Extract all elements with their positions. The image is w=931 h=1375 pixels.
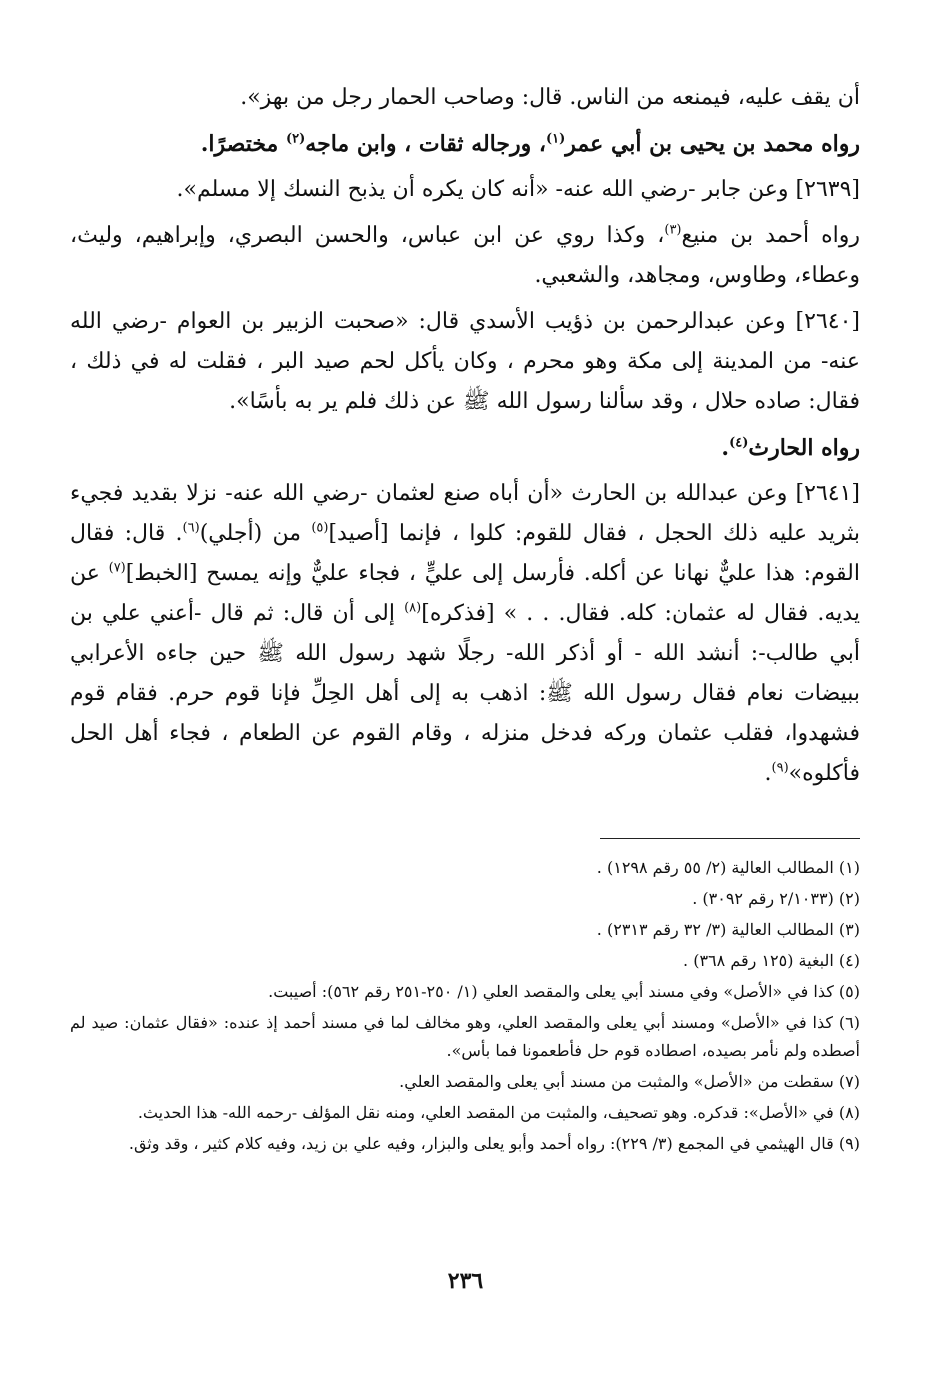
footnote-ref-2[interactable]: (٢): [286, 131, 306, 147]
paragraph-6-narration: [70, 428, 860, 468]
footnote-5: (٥) كذا في «الأصل» وفي مسند أبي يعلى والمقصد العلي (١/ ٢٥٠-٢٥١ رقم ٥٦٢): أصيبت.: [268, 982, 860, 1001]
footnote-ref-3[interactable]: (٣): [664, 222, 682, 238]
footnote-divider: [600, 838, 860, 839]
text: عن يديه. فقال له عثمان: كله. فقال. . . » [فذكره]: [70, 561, 861, 626]
hadith-2639: [70, 170, 860, 210]
text: .: [721, 435, 730, 461]
text: [٢٦٣٩] وعن جابر -رضي الله عنه- «أنه كان يكره أن يذبح النسك إلا مسلم».: [176, 177, 860, 202]
footnote-9: (٩) قال الهيثمي في المجمع (٣/ ٢٢٩): رواه أحمد وأبو يعلى والبزار، وفيه علي بن زيد، وفيه كلام كثير ، وقد وثق.: [128, 1134, 860, 1153]
footnote-3: (٣) المطالب العالية (٣/ ٣٢ رقم ٢٣١٣) .: [596, 920, 860, 939]
footnote-1: (١) المطالب العالية (٢/ ٥٥ رقم ١٢٩٨) .: [596, 858, 860, 877]
text: [٢٦٤١] وعن عبدالله بن الحارث «أن أباه صنع لعثمان -رضي الله عنه- نزلا بقديد فجيء بثريد عليه ذلك الحجل ، فقال للقوم: كلوا ، فإنما [أصيد]: [70, 481, 860, 546]
page-number: ٢٣٦: [447, 1268, 484, 1294]
paragraph-4-narration: [70, 216, 860, 296]
footnote-ref-1[interactable]: (١): [546, 131, 566, 147]
text: رواه محمد بن يحيى بن أبي عمر: [565, 131, 860, 157]
footnote-ref-7[interactable]: (٧): [108, 560, 126, 576]
hadith-2640: [70, 302, 860, 422]
paragraph-2-narration: [70, 124, 860, 164]
text: .: [764, 761, 772, 786]
footnote-6: (٦) كذا في «الأصل» ومسند أبي يعلى والمقصد العلي، وهو مخالف لما في مسند أحمد إذ عنده: «فقال عثمان: صيد لم أصطده ولم نأمر بصيده، اصطاده قوم حل فأطعمونا فما بأس».: [70, 1013, 860, 1060]
text: ، وكذا روي عن ابن عباس، والحسن البصري، وإبراهيم، وليث، وعطاء، وطاوس، ومجاهد، والشعبي.: [70, 223, 860, 288]
text: . قال: فقال القوم: هذا عليٌّ نهانا عن أكله. فأرسل إلى عليٍّ ، فجاء عليٌّ وإنه يمسح [الخبط]: [70, 521, 861, 586]
footnote-2: (٢) (٢/١٠٣٣ رقم ٣٠٩٢) .: [692, 889, 860, 908]
page-body: [70, 78, 860, 1338]
paragraph-1: [70, 78, 860, 118]
text: مختصرًا.: [200, 131, 286, 157]
text: [٢٦٤٠] وعن عبدالرحمن بن ذؤيب الأسدي قال: «صحبت الزبير بن العوام -رضي الله عنه- من المدينة إلى مكة وهو محرم ، وكان يأكل لحم صيد البر ، فقلت له في ذلك ، فقال: صاده حلال ، وقد سألنا رسول الله ﷺ عن ذلك فلم ير به بأسًا».: [70, 309, 860, 414]
text: إلى أن قال: ثم قال -أعني علي بن أبي طالب-: أنشد الله - أو أذكر الله- رجلًا شهد رسول الله ﷺ حين جاءه الأعرابي ببيضات نعام فقال رسول الله ﷺ: اذهب به إلى أهل الحِلِّ فإنا قوم حرم. فقام قوم فشهدوا، فقلب عثمان وركه فدخل منزله ، وقام القوم عن الطعام ، فجاء أهل الحل فأكلوه»: [70, 601, 860, 786]
text: أن يقف عليه، فيمنعه من الناس. قال: وصاحب الحمار رجل من بهز».: [240, 85, 860, 110]
footnote-4: (٤) البغية (١٢٥ رقم ٣٦٨) .: [683, 951, 860, 970]
footnote-ref-5[interactable]: (٥): [311, 520, 329, 536]
footnote-ref-6[interactable]: (٦): [182, 520, 200, 536]
text: ، ورجاله ثقات ، وابن ماجه: [305, 131, 546, 157]
text: من (أجلي): [199, 521, 312, 546]
hadith-2641: [70, 474, 860, 794]
footnote-ref-8[interactable]: (٨): [404, 600, 422, 616]
footnote-ref-9[interactable]: (٩): [771, 760, 789, 776]
footnote-7: (٧) سقطت من «الأصل» والمثبت من مسند أبي يعلى والمقصد العلي.: [399, 1072, 860, 1091]
text: رواه الحارث: [748, 435, 860, 461]
footnotes: [70, 854, 860, 1161]
footnote-8: (٨) في «الأصل»: قدكره. وهو تصحيف، والمثبت من المقصد العلي، ومنه نقل المؤلف -رحمه الله- هذا الحديث.: [137, 1103, 860, 1122]
footnote-ref-4[interactable]: (٤): [729, 435, 749, 451]
text: رواه أحمد بن منيع: [681, 223, 860, 248]
